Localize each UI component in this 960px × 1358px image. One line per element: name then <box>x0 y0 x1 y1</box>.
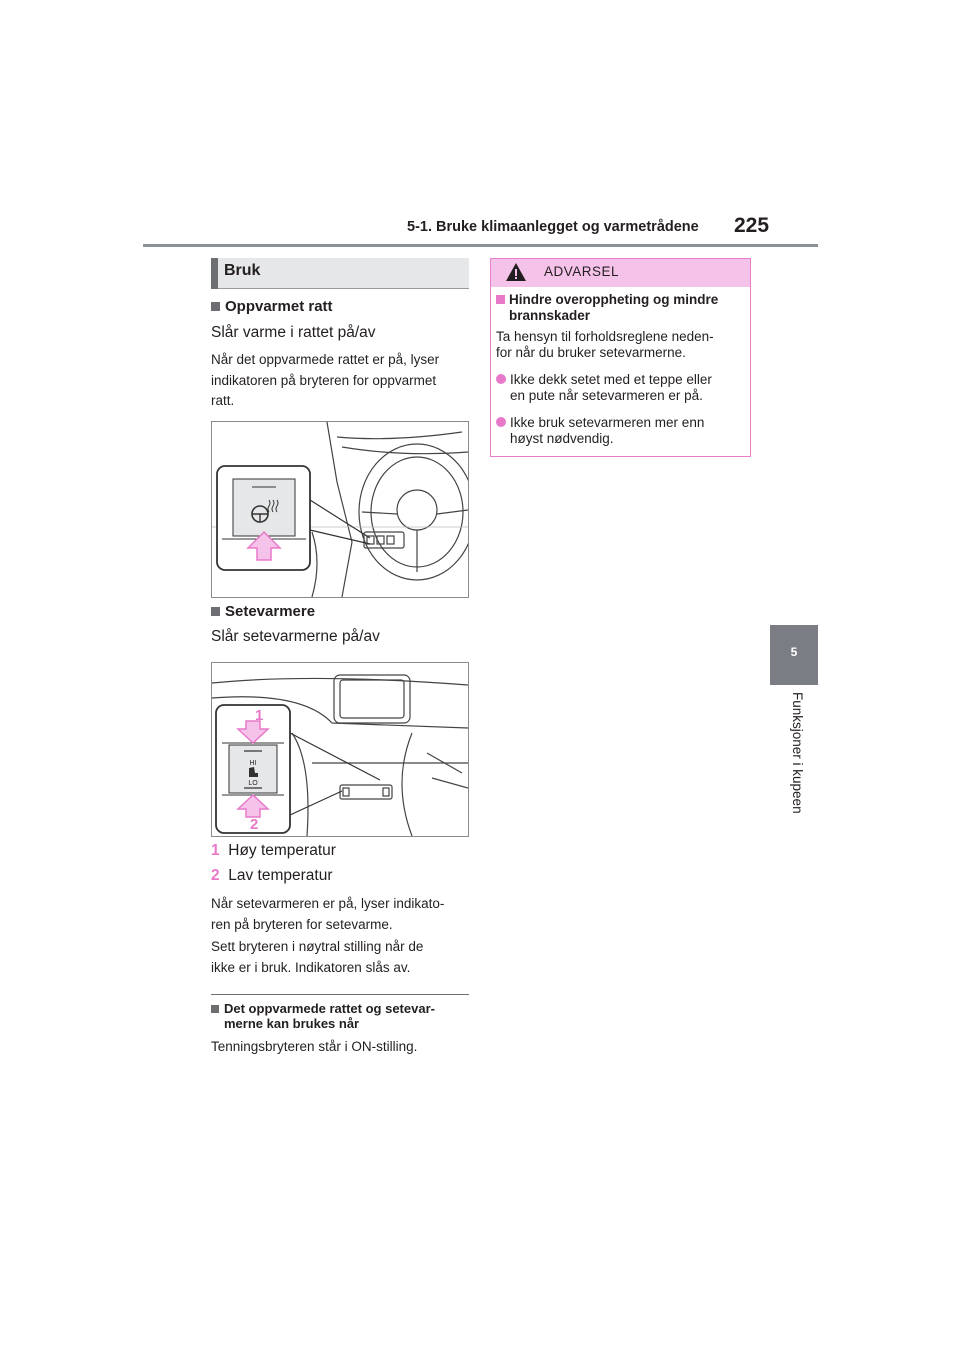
heated-wheel-lead: Slår varme i rattet på/av <box>211 324 376 341</box>
warning-bullet: Ikke bruk setevarmeren mer enn høyst nødvendig. <box>496 415 746 447</box>
chapter-title: Funksjoner i kupeen <box>790 692 805 814</box>
warning-intro: Ta hensyn til forholdsreglene neden- for når du bruker setevarmerne. <box>496 329 714 360</box>
heated-wheel-heading: Oppvarmet ratt <box>211 298 333 315</box>
list-item: 1 Høy temperatur <box>211 842 336 859</box>
square-bullet-icon <box>211 302 220 311</box>
seat-heater-heading: Setevarmere <box>211 603 315 620</box>
square-bullet-icon <box>211 1005 219 1013</box>
callout-1: 1 <box>255 707 264 724</box>
lo-label: LO <box>248 780 258 787</box>
header-rule <box>143 244 818 247</box>
section-title: Bruk <box>224 262 261 279</box>
seat-heater-note-2: Sett bryteren i nøytral stilling når de ikke er i bruk. Indikatoren slås av. <box>211 939 424 975</box>
hi-label: HI <box>249 760 257 767</box>
seat-heater-figure <box>211 662 469 837</box>
header-section-title: 5-1. Bruke klimaanlegget og varmetrådene <box>407 219 699 235</box>
seat-heater-note-1: Når setevarmeren er på, lyser indikato- ren på bryteren for setevarme. <box>211 896 445 932</box>
steering-wheel-illustration <box>212 422 468 597</box>
heated-wheel-note: Når det oppvarmede rattet er på, lyser indikatoren på bryteren for oppvarmet ratt. <box>211 352 440 408</box>
warning-title: ADVARSEL <box>544 264 620 279</box>
page-number: 225 <box>734 214 770 237</box>
section-header-accent <box>211 258 218 289</box>
square-bullet-icon <box>496 295 505 304</box>
info-text: Tenningsbryteren står i ON-stilling. <box>211 1039 418 1054</box>
chapter-number: 5 <box>790 645 798 659</box>
warning-header <box>491 259 750 287</box>
warning-heading: Hindre overoppheting og mindre brannskader <box>496 292 746 323</box>
dashboard-illustration <box>212 663 468 836</box>
heated-wheel-figure <box>211 421 469 598</box>
dot-bullet-icon <box>496 374 506 384</box>
seat-heater-lead: Slår setevarmerne på/av <box>211 628 380 645</box>
square-bullet-icon <box>211 607 220 616</box>
warning-bullet: Ikke dekk setet med et teppe eller en pute når setevarmeren er på. <box>496 372 746 404</box>
info-heading: Det oppvarmede rattet og setevar- merne kan brukes når <box>211 1001 469 1031</box>
info-divider <box>211 994 469 995</box>
warning-triangle-icon <box>505 262 527 282</box>
dot-bullet-icon <box>496 417 506 427</box>
callout-2: 2 <box>250 816 259 833</box>
list-item: 2 Lav temperatur <box>211 867 333 884</box>
